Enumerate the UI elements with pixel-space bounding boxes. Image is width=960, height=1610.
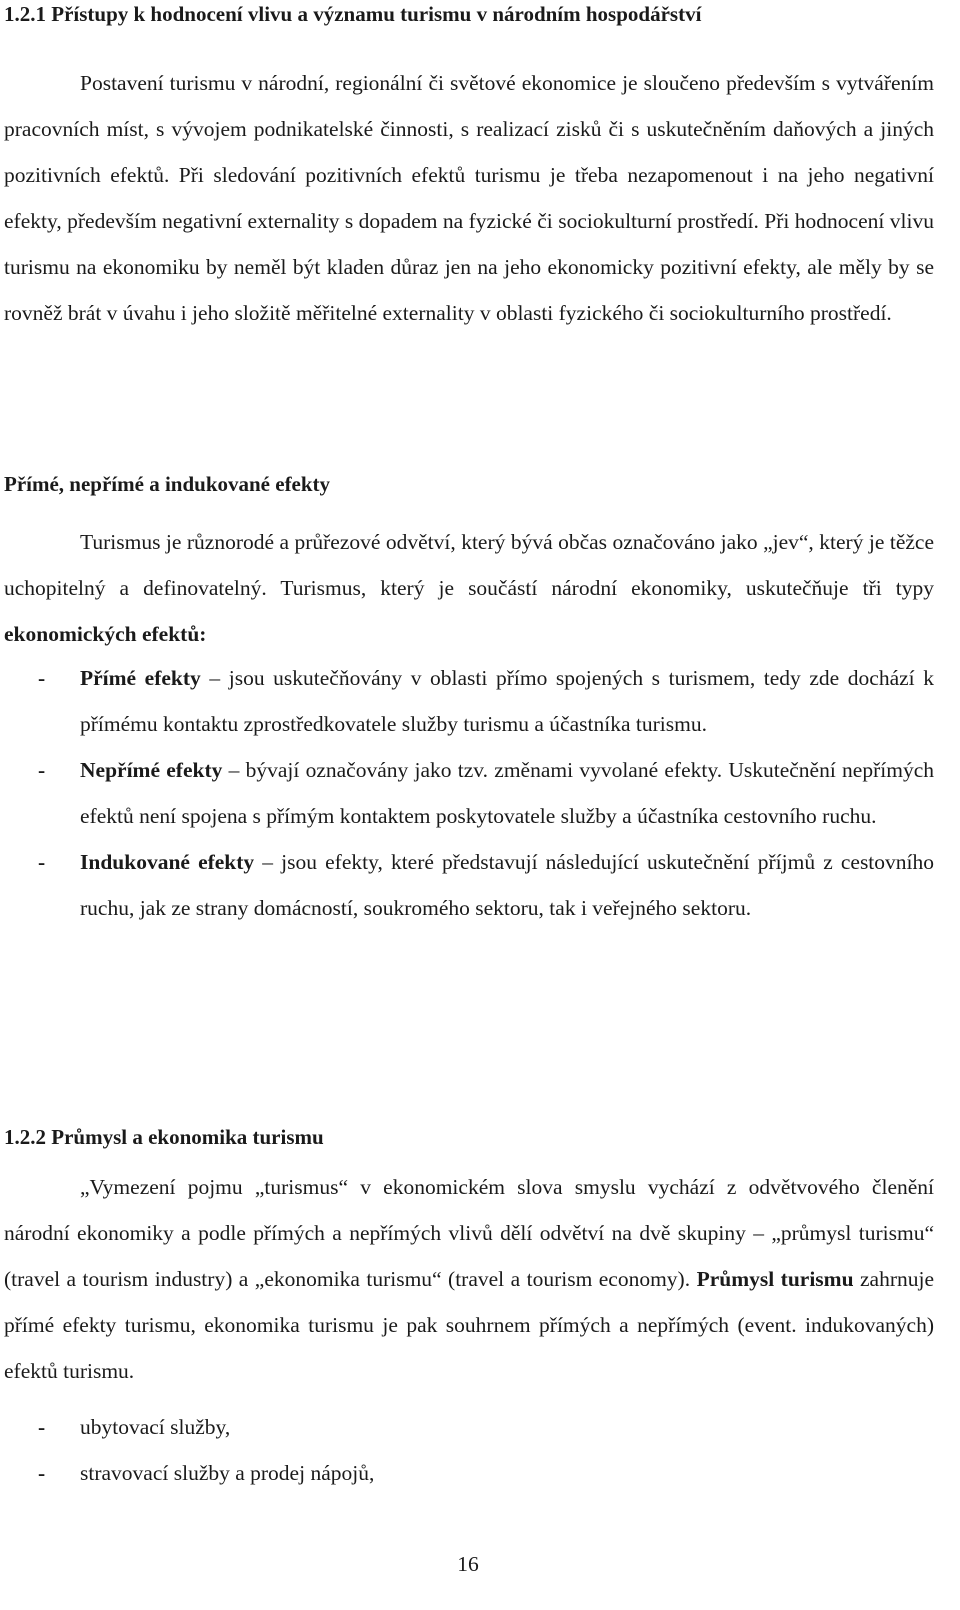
page-number: 16: [457, 1552, 479, 1576]
list-text: – jsou uskutečňovány v oblasti přímo spojených s turismem, tedy zde dochází k přímému kontaktu zprostředkovatele služby turismu a účastníka turismu.: [80, 666, 934, 736]
list-item-direct-effects: [4, 655, 934, 747]
effects-intro-bold: ekonomických efektů:: [4, 622, 207, 646]
effects-intro-text: Turismus je různorodé a průřezové odvětví, který bývá občas označováno jako „jev“, který je těžce uchopitelný a definovatelný. Turismus, který je součástí národní ekonomiky, uskutečňuje tři typy: [4, 530, 934, 600]
list-term: Nepřímé efekty: [80, 758, 223, 782]
list-term: Indukované efekty: [80, 850, 255, 874]
list-dash: -: [38, 666, 46, 690]
list-item-accommodation: [4, 1404, 934, 1450]
list-item-catering: [4, 1450, 934, 1496]
paragraph-tourism-position: Postavení turismu v národní, regionální či světové ekonomice je sloučeno především s vytvářením pracovních míst, s vývojem podnikatelské činnosti, s realizací zisků či s uskutečněním daňových a jiných pozitivních efektů. Při sledování pozitivních efektů turismu je třeba nezapomenout i na jeho negativní efekty, především negativní externality s dopadem na fyzické či sociokulturní prostředí. Při hodnocení vlivu turismu na ekonomiku by neměl být kladen důraz jen na jeho ekonomicky pozitivní efekty, ale měly by se rovněž brát v úvahu i jeho složitě měřitelné externality v oblasti fyzického či sociokulturního prostředí.: [4, 71, 934, 325]
services-list: [4, 1404, 934, 1496]
list-item-indirect-effects: [4, 747, 934, 839]
list-dash: -: [38, 758, 46, 782]
subheading-effects: Přímé, nepřímé a indukované efekty: [4, 472, 331, 496]
paragraph-effects-intro: [4, 519, 934, 657]
list-text: stravovací služby a prodej nápojů,: [80, 1461, 375, 1485]
list-text: – jsou efekty, které představují následující uskutečnění příjmů z cestovního ruchu, jak ze strany domácností, soukromého sektoru, tak i veřejného sektoru.: [80, 850, 935, 920]
paragraph-industry-economy: [4, 1164, 934, 1394]
effects-list: [4, 655, 934, 931]
section-heading-1-2-1: 1.2.1 Přístupy k hodnocení vlivu a významu turismu v národním hospodářství: [4, 2, 702, 26]
list-dash: -: [38, 1415, 46, 1439]
list-item-induced-effects: [4, 839, 934, 931]
list-text: – bývají označovány jako tzv. změnami vyvolané efekty. Uskutečnění nepřímých efektů není spojena s přímým kontaktem poskytovatele služby a účastníka cestovního ruchu.: [80, 758, 934, 828]
list-dash: -: [38, 850, 46, 874]
list-term: Přímé efekty: [80, 666, 201, 690]
industry-text-after: zahrnuje přímé efekty turismu, ekonomika turismu je pak souhrnem přímých a nepřímých (event. indukovaných) efektů turismu.: [4, 1267, 935, 1383]
list-dash: -: [38, 1461, 46, 1485]
industry-bold-term: Průmysl turismu: [696, 1267, 854, 1291]
industry-text-before: „Vymezení pojmu „turismus“ v ekonomickém slova smyslu vychází z odvětvového členění národní ekonomiky a podle přímých a nepřímých vlivů dělí odvětví na dvě skupiny – „průmysl turismu“ (travel a tourism industry) a „ekonomika turismu“ (travel a tourism economy).: [4, 1175, 934, 1291]
section-heading-1-2-2: 1.2.2 Průmysl a ekonomika turismu: [4, 1125, 324, 1149]
list-text: ubytovací služby,: [80, 1415, 231, 1439]
